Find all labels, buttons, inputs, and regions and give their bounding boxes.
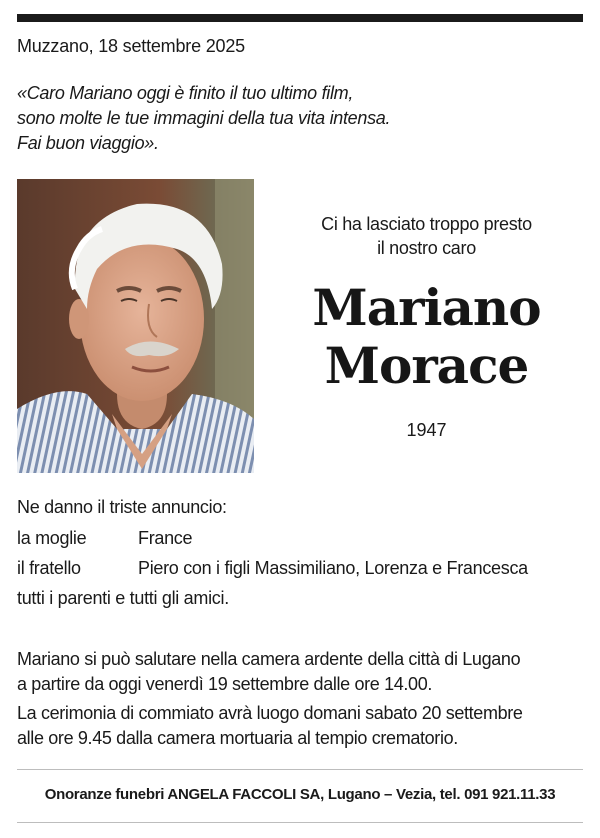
relative-names: France xyxy=(138,528,193,548)
footer-prefix: Onoranze funebri xyxy=(44,786,168,803)
intro-line: il nostro caro xyxy=(377,238,476,258)
first-name: Mariano xyxy=(312,278,541,337)
top-rule xyxy=(17,14,583,22)
viewing-info xyxy=(17,647,587,697)
footer-divider-bottom xyxy=(17,822,583,823)
funeral-home-name: ANGELA FACCOLI SA xyxy=(167,786,321,803)
viewing-line: Mariano si può salutare nella camera ardente della città di Lugano xyxy=(17,649,521,669)
deceased-name xyxy=(270,279,583,395)
place-date: Muzzano, 18 settembre 2025 xyxy=(17,36,245,56)
footer-contact: , Lugano – Vezia, tel. 091 921.11.33 xyxy=(320,786,556,803)
intro-line: Ci ha lasciato troppo presto xyxy=(321,214,532,234)
last-name: Morace xyxy=(324,336,529,395)
ceremony-line: alle ore 9.45 dalla camera mortuaria al tempio crematorio. xyxy=(17,728,458,748)
footer-divider-top xyxy=(17,769,583,770)
quote-line: Fai buon viaggio». xyxy=(17,133,159,153)
viewing-line: a partire da oggi venerdì 19 settembre dalle ore 14.00. xyxy=(17,674,433,694)
funeral-home-credit xyxy=(17,786,583,803)
quote xyxy=(17,81,577,156)
ceremony-info xyxy=(17,701,587,751)
relative-names: Piero con i figli Massimiliano, Lorenza e Francesca xyxy=(138,558,528,578)
intro-text xyxy=(270,212,583,260)
quote-line: sono molte le tue immagini della tua vita intensa. xyxy=(17,108,391,128)
quote-line: «Caro Mariano oggi è finito il tuo ultimo film, xyxy=(17,83,354,103)
relation-label: la moglie xyxy=(17,528,87,548)
ceremony-line: La cerimonia di commiato avrà luogo domani sabato 20 settembre xyxy=(17,703,523,723)
announcement-heading: Ne danno il triste annuncio: xyxy=(17,497,227,517)
announcement-closing: tutti i parenti e tutti gli amici. xyxy=(17,588,229,608)
portrait-photo-icon xyxy=(17,179,254,473)
relation-label: il fratello xyxy=(17,558,81,578)
birth-year: 1947 xyxy=(406,420,447,440)
